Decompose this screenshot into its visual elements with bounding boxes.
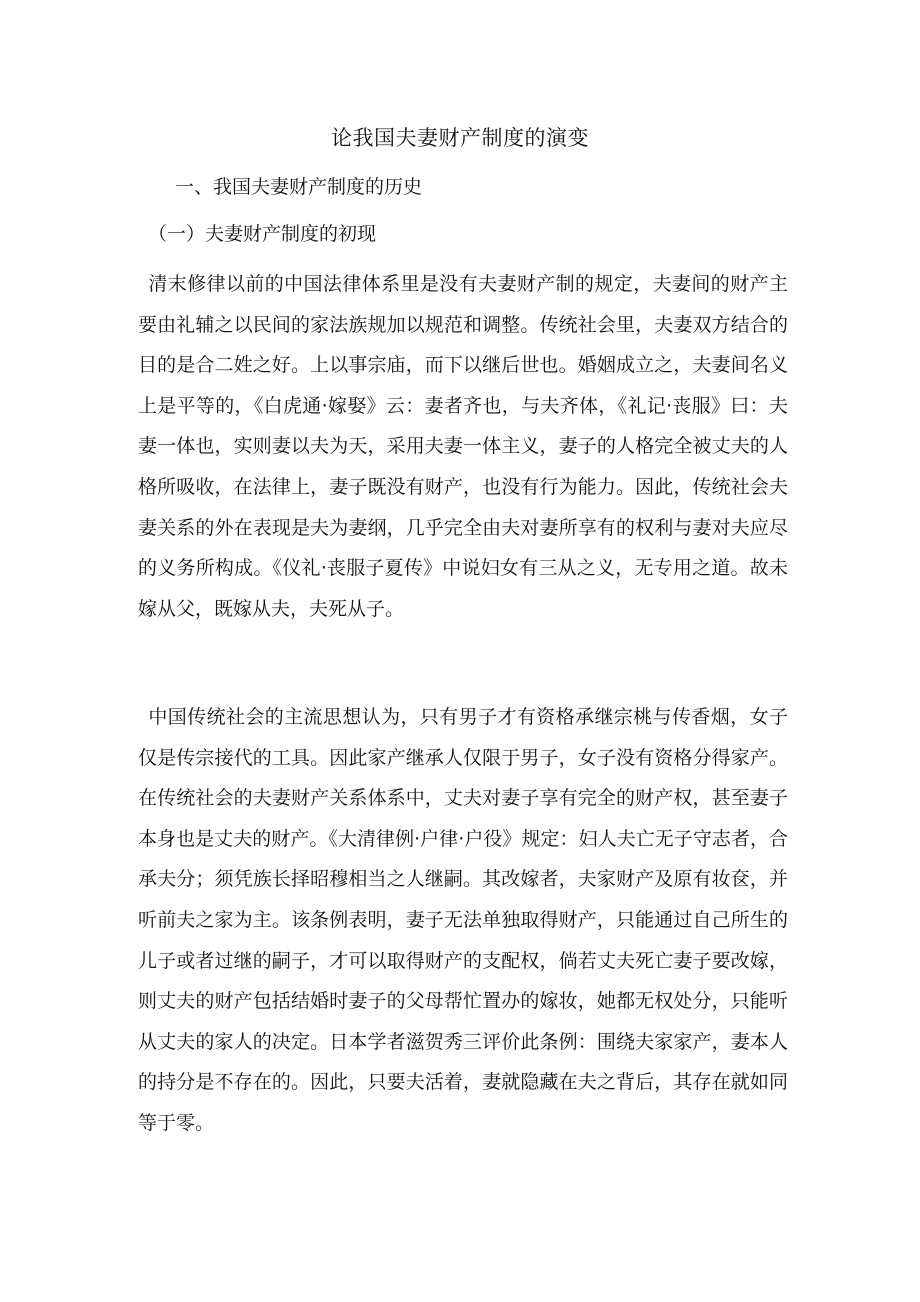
subsection-heading: （一）夫妻财产制度的初现 (148, 223, 377, 245)
paragraph-1-text: 清末修律以前的中国法律体系里是没有夫妻财产制的规定，夫妻间的财产主要由礼辅之以民间的家法族规加以规范和调整。传统社会里，夫妻双方结合的目的是合二姓之好。上以事宗庙，而下以继后世也。婚姻成立之，夫妻间名义上是平等的，《白虎通·嫁娶》云：妻者齐也，与夫齐体，《礼记·丧服》曰：夫妻一体也，实则妻以夫为天，采用夫妻一体主义，妻子的人格完全被丈夫的人格所吸收，在法律上，妻子既没有财产，也没有行为能力。因此，传统社会夫妻关系的外在表现是夫为妻纲，几乎完全由夫对妻所享有的权利与妻对夫应尽的义务所构成。《仪礼·丧服子夏传》中说妇女有三从之义，无专用之道。故未嫁从父，既嫁从夫，夫死从子。 (138, 273, 788, 620)
paragraph-2-text: 中国传统社会的主流思想认为，只有男子才有资格承继宗桃与传香烟，女子仅是传宗接代的工具。因此家产继承人仅限于男子，女子没有资格分得家产。在传统社会的夫妻财产关系体系中，丈夫对妻子享有完全的财产权，甚至妻子本身也是丈夫的财产。《大清律例·户律·户役》规定：妇人夫亡无子守志者，合承夫分；须凭族长择昭穆相当之人继嗣。其改嫁者，夫家财产及原有妆奁，并听前夫之家为主。该条例表明，妻子无法单独取得财产，只能通过自己所生的儿子或者过继的嗣子，才可以取得财产的支配权，倘若丈夫死亡妻子要改嫁，则丈夫的财产包括结婚时妻子的父母帮忙置办的嫁妆，她都无权处分，只能听从丈夫的家人的决定。日本学者滋贺秀三评价此条例：围绕夫家家产，妻本人的持分是不存在的。因此，只要夫活着，妻就隐藏在夫之背后，其存在就如同等于零。 (138, 706, 788, 1134)
paragraph-1 (138, 264, 788, 629)
section-heading: 一、我国夫妻财产制度的历史 (175, 176, 423, 198)
paragraph-2 (138, 697, 788, 1144)
document-title: 论我国夫妻财产制度的演变 (331, 126, 589, 150)
